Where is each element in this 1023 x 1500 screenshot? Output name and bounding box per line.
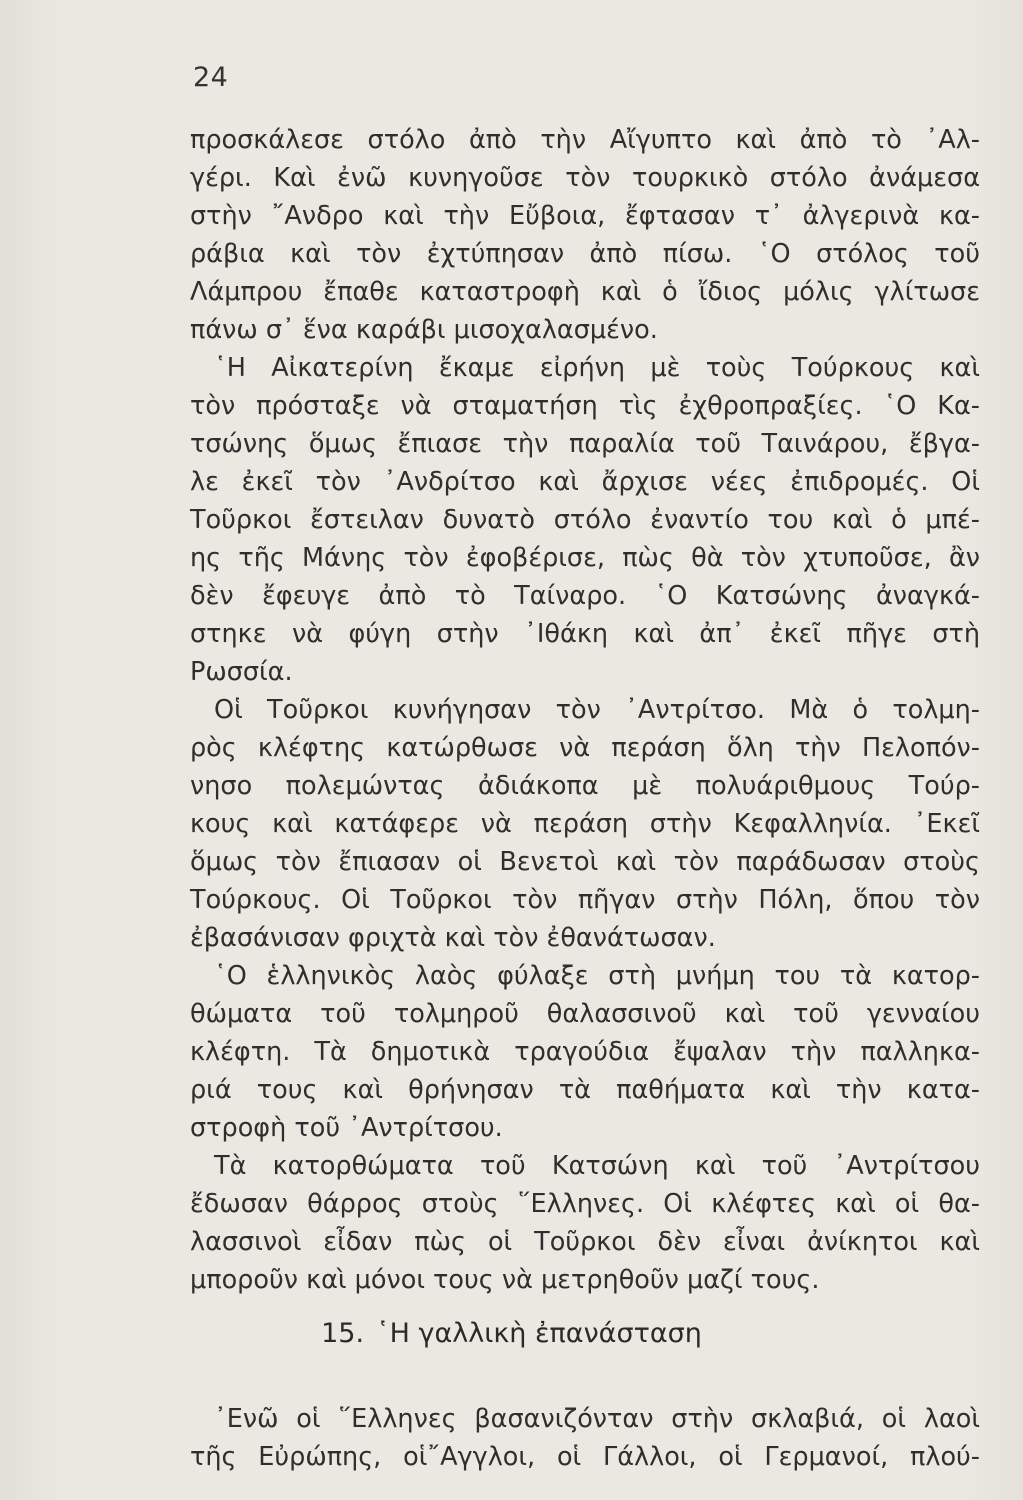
section-number: 15. — [321, 1318, 365, 1349]
text-line: κους καὶ κατάφερε νὰ περάση στὴν Κεφαλληνία. ᾿Εκεῖ — [190, 809, 980, 839]
text-line: θώματα τοῦ τολμηροῦ θαλασσινοῦ καὶ τοῦ γενναίου — [190, 999, 980, 1029]
text-line: ᾿Ενῶ οἱ ῞Ελληνες βασανιζόνταν στὴν σκλαβιά, οἱ λαοὶ — [214, 1404, 980, 1434]
text-line: στροφὴ τοῦ ᾿Αντρίτσου. — [190, 1113, 503, 1143]
text-line: ράβια καὶ τὸν ἐχτύπησαν ἀπὸ πίσω. ῾Ο στόλος τοῦ — [190, 239, 980, 269]
text-line: τσώνης ὅμως ἔπιασε τὴν παραλία τοῦ Ταινάρου, ἔβγα- — [190, 429, 980, 459]
text-line: Λάμπρου ἔπαθε καταστροφὴ καὶ ὁ ἴδιος μόλις γλίτωσε — [190, 277, 980, 307]
text-line: ριά τους καὶ θρήνησαν τὰ παθήματα καὶ τὴν κατα- — [190, 1075, 980, 1105]
text-line: προσκάλεσε στόλο ἀπὸ τὴν Αἴγυπτο καὶ ἀπὸ τὸ ᾿Αλ- — [190, 125, 980, 155]
text-line: λασσινοὶ εἶδαν πὼς οἱ Τοῦρκοι δὲν εἶναι ἀνίκητοι καὶ — [190, 1227, 980, 1257]
text-line: μποροῦν καὶ μόνοι τους νὰ μετρηθοῦν μαζί τους. — [190, 1265, 820, 1295]
text-line: Τούρκους. Οἱ Τοῦρκοι τὸν πῆγαν στὴν Πόλη, ὅπου τὸν — [190, 885, 980, 915]
text-line: τῆς Εὐρώπης, οἱ῎Αγγλοι, οἱ Γάλλοι, οἱ Γερμανοί, πλού- — [190, 1442, 980, 1472]
text-line: πάνω σ᾿ ἕνα καράβι μισοχαλασμένο. — [190, 315, 658, 345]
text-line: ἔδωσαν θάρρος στοὺς ῞Ελληνες. Οἱ κλέφτες καὶ οἱ θα- — [190, 1189, 980, 1219]
text-line: τὸν πρόσταξε νὰ σταματήση τὶς ἐχθροπραξίες. ῾Ο Κα- — [190, 391, 980, 421]
text-line: γέρι. Καὶ ἐνῶ κυνηγοῦσε τὸν τουρκικὸ στόλο ἀνάμεσα — [190, 163, 980, 193]
text-line: νησο πολεμώντας ἀδιάκοπα μὲ πολυάριθμους Τούρ- — [190, 771, 980, 801]
text-line: Οἱ Τοῦρκοι κυνήγησαν τὸν ᾿Αντρίτσο. Μὰ ὁ τολμη- — [214, 695, 980, 725]
text-line: Τὰ κατορθώματα τοῦ Κατσώνη καὶ τοῦ ᾿Αντρίτσου — [214, 1151, 980, 1181]
text-line: λε ἐκεῖ τὸν ᾿Ανδρίτσο καὶ ἄρχισε νέες ἐπιδρομές. Οἱ — [190, 467, 980, 497]
text-line: στηκε νὰ φύγη στὴν ᾿Ιθάκη καὶ ἀπ᾿ ἐκεῖ πῆγε στὴ — [190, 619, 980, 649]
text-line: ὅμως τὸν ἔπιασαν οἱ Βενετοὶ καὶ τὸν παράδωσαν στοὺς — [190, 847, 980, 877]
text-line: Τοῦρκοι ἔστειλαν δυνατὸ στόλο ἐναντίο του καὶ ὁ μπέ- — [190, 505, 980, 535]
text-line: κλέφτη. Τὰ δημοτικὰ τραγούδια ἔψαλαν τὴν παλληκα- — [190, 1037, 980, 1067]
text-line: δὲν ἔφευγε ἀπὸ τὸ Ταίναρο. ῾Ο Κατσώνης ἀναγκά- — [190, 581, 980, 611]
text-line: ῾Η Αἰκατερίνη ἔκαμε εἰρήνη μὲ τοὺς Τούρκους καὶ — [214, 353, 980, 383]
section-title: ῾Η γαλλικὴ ἐπανάσταση — [376, 1318, 702, 1349]
section-heading — [0, 1318, 1023, 1349]
text-line: Ρωσσία. — [190, 657, 293, 687]
page-number: 24 — [193, 62, 229, 93]
text-line: ῾Ο ἑλληνικὸς λαὸς φύλαξε στὴ μνήμη του τὰ κατορ- — [214, 961, 980, 991]
text-line: στὴν ῎Ανδρο καὶ τὴν Εὔβοια, ἔφτασαν τ᾿ ἀλγερινὰ κα- — [190, 201, 980, 231]
text-line: ης τῆς Μάνης τὸν ἐφοβέρισε, πὼς θὰ τὸν χτυποῦσε, ἂν — [190, 543, 980, 573]
text-line: ἐβασάνισαν φριχτὰ καὶ τὸν ἐθανάτωσαν. — [190, 923, 716, 953]
text-line: ρὸς κλέφτης κατώρθωσε νὰ περάση ὅλη τὴν Πελοπόν- — [190, 733, 980, 763]
